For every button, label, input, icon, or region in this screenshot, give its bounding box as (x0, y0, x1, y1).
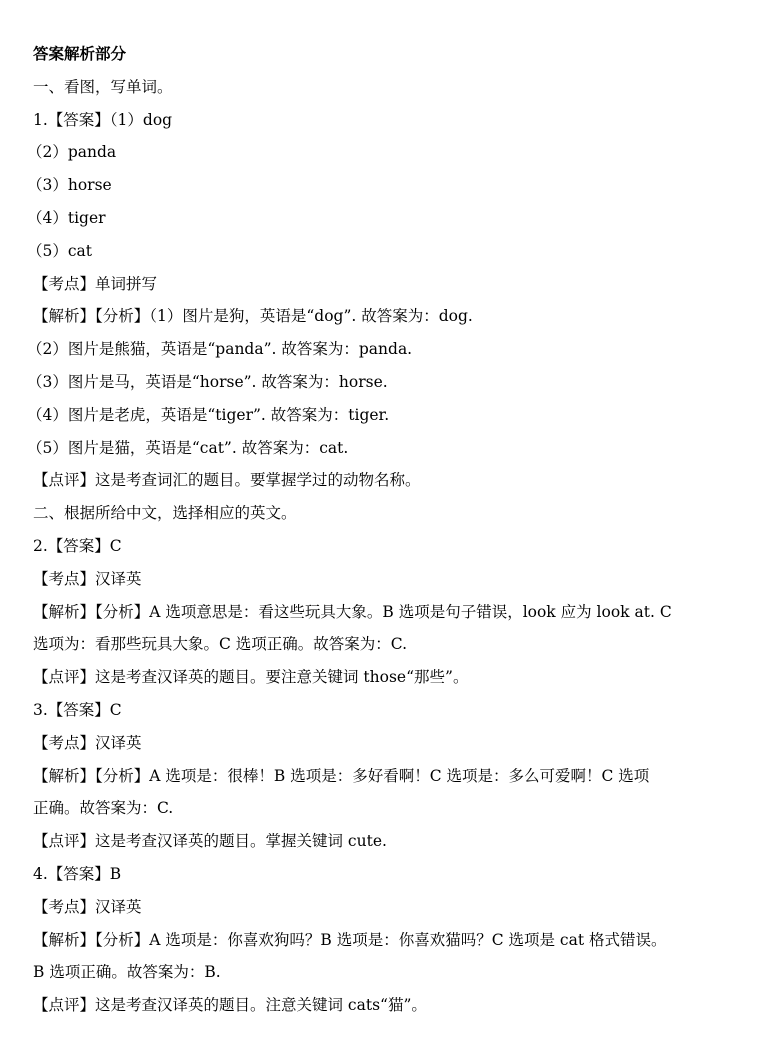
comment-line: 【点评】这是考查汉译英的题目。注意关键词 cats“猫”。 (33, 996, 427, 1015)
analysis-line: 正确。故答案为：C. (33, 799, 174, 818)
section-heading-1: 一、看图，写单词。 (33, 77, 173, 96)
answer-line: 4.【答案】B (33, 864, 122, 883)
analysis-line: （4）图片是老虎，英语是“tiger”. 故答案为：tiger. (27, 405, 390, 424)
analysis-line: （3）图片是马，英语是“horse”. 故答案为：horse. (27, 372, 388, 391)
analysis-line: （5）图片是猫，英语是“cat”. 故答案为：cat. (27, 438, 349, 457)
answer-line: （4）tiger (27, 208, 106, 227)
topic-line: 【考点】汉译英 (33, 897, 142, 916)
comment-line: 【点评】这是考查汉译英的题目。掌握关键词 cute. (33, 832, 387, 851)
analysis-line: 【解析】【分析】A 选项是：很棒！B 选项是：多好看啊！C 选项是：多么可爱啊！C 选项 (33, 766, 650, 785)
answer-document (27, 38, 733, 1022)
answer-line: （3）horse (27, 176, 112, 195)
comment-line: 【点评】这是考查词汇的题目。要掌握学过的动物名称。 (33, 471, 421, 490)
topic-line: 【考点】汉译英 (33, 569, 142, 588)
analysis-line: 选项为：看那些玩具大象。C 选项正确。故答案为：C. (33, 635, 408, 654)
answer-line: 2.【答案】C (33, 536, 122, 555)
answer-line: （5）cat (27, 241, 93, 260)
section-heading-2: 二、根据所给中文，选择相应的英文。 (33, 504, 297, 523)
analysis-line: B 选项正确。故答案为：B. (33, 963, 221, 982)
answer-line: 3.【答案】C (33, 700, 122, 719)
analysis-line: （2）图片是熊猫，英语是“panda”. 故答案为：panda. (27, 340, 413, 359)
analysis-line: 【解析】【分析】（1）图片是狗，英语是“dog”. 故答案为：dog. (33, 307, 473, 326)
document-title: 答案解析部分 (33, 45, 127, 63)
answer-line: 1.【答案】（1）dog (33, 110, 173, 129)
answer-line: （2）panda (27, 143, 117, 162)
analysis-line: 【解析】【分析】A 选项意思是：看这些玩具大象。B 选项是句子错误，look 应为 look at. C (33, 602, 672, 621)
analysis-line: 【解析】【分析】A 选项是：你喜欢狗吗？B 选项是：你喜欢猫吗？C 选项是 cat 格式错误。 (33, 930, 667, 949)
topic-line: 【考点】单词拼写 (33, 274, 158, 293)
comment-line: 【点评】这是考查汉译英的题目。要注意关键词 those“那些”。 (33, 668, 469, 687)
topic-line: 【考点】汉译英 (33, 733, 142, 752)
